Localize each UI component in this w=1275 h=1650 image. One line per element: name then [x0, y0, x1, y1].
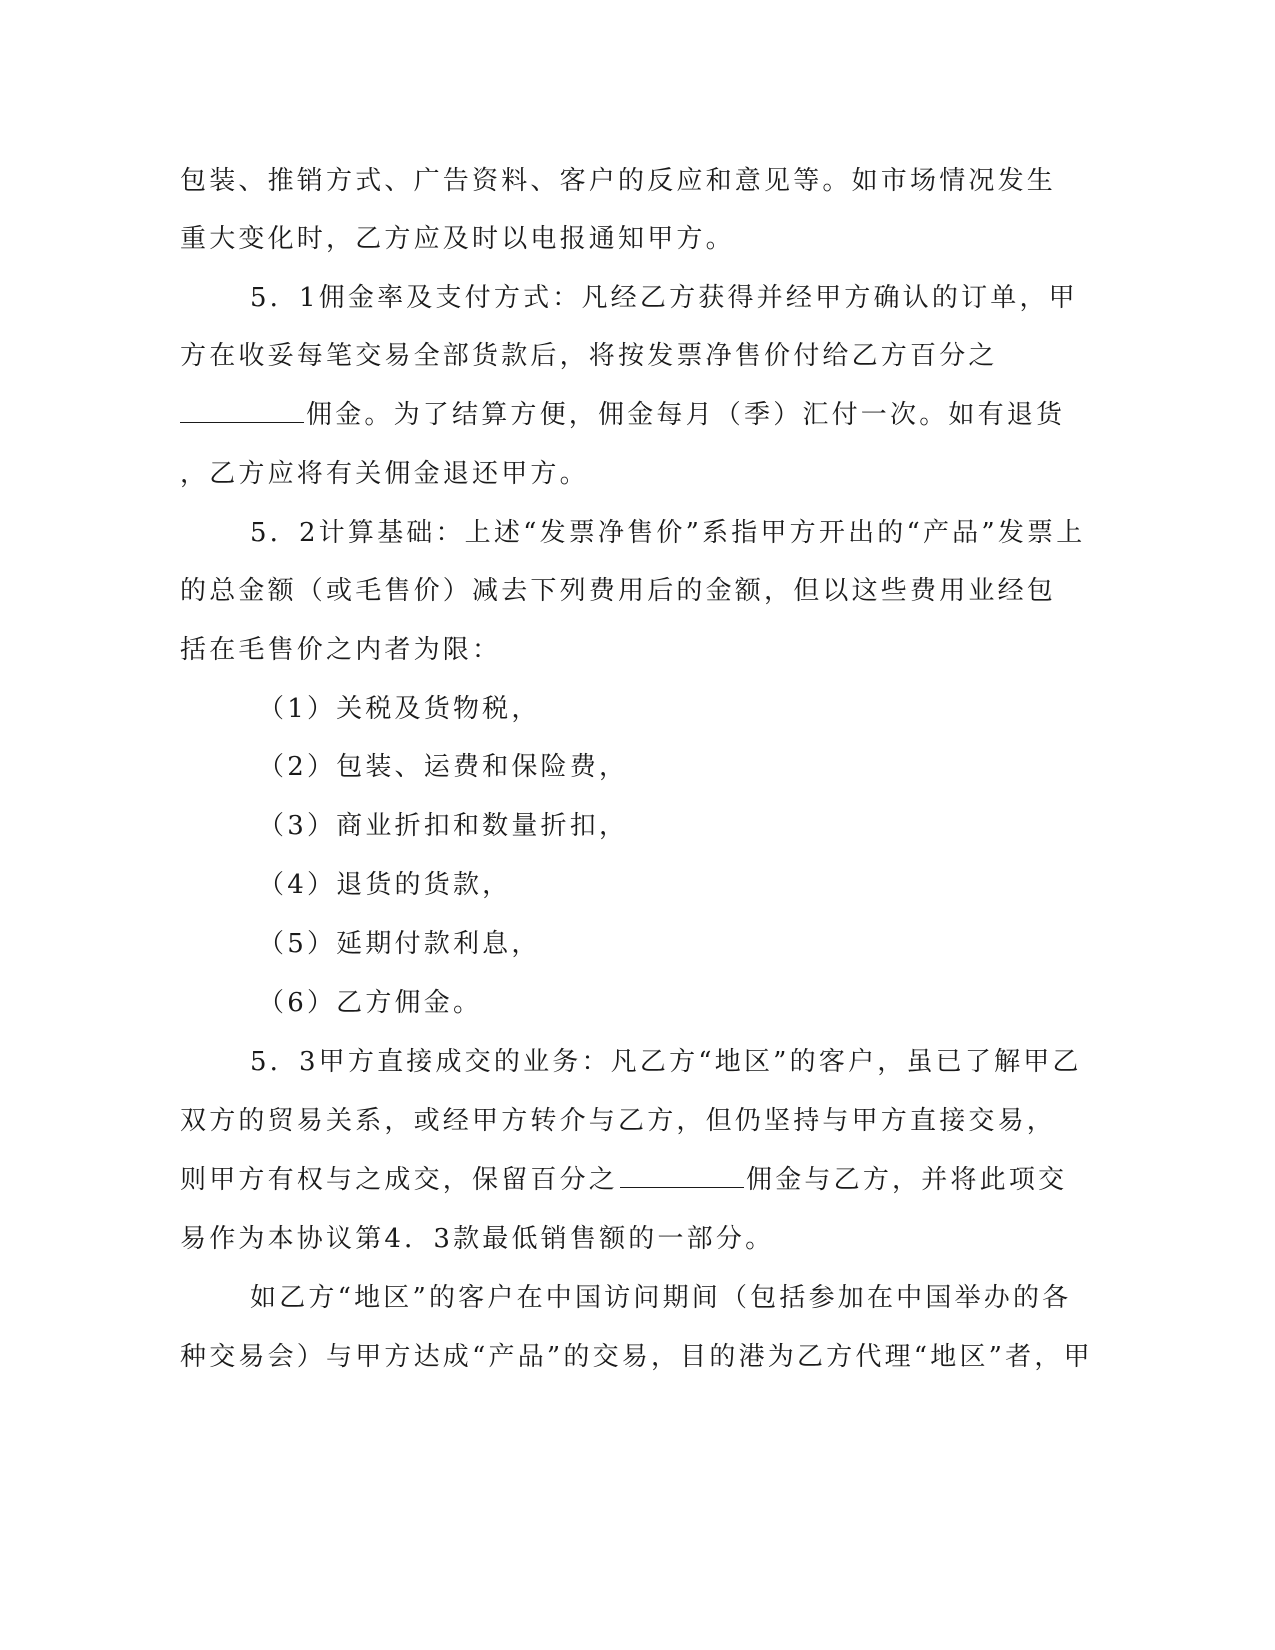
clause-5-1-heading-line: 5．1佣金率及支付方式：凡经乙方获得并经甲方确认的订单，甲	[250, 283, 1078, 313]
retained-commission-blank	[620, 1165, 744, 1188]
paragraph-line: 方在收妥每笔交易全部货款后，将按发票净售价付给乙方百分之	[180, 341, 998, 371]
paragraph-line-with-blank	[180, 1163, 1067, 1197]
clause-5-2-heading-line: 5．2计算基础：上述“发票净售价”系指甲方开出的“产品”发票上	[250, 518, 1086, 548]
line-text-after-blank: 佣金与乙方，并将此项交	[746, 1165, 1068, 1195]
list-item-1: （1）关税及货物税，	[258, 694, 541, 724]
paragraph-line: 的总金额（或毛售价）减去下列费用后的金额，但以这些费用业经包	[180, 576, 1057, 606]
paragraph-line: 种交易会）与甲方达成“产品”的交易，目的港为乙方代理“地区”者，甲	[180, 1342, 1093, 1372]
line-text-after-blank: 佣金。为了结算方便，佣金每月（季）汇付一次。如有退货	[306, 400, 1066, 430]
list-item-2: （2）包装、运费和保险费，	[258, 752, 629, 782]
list-item-3: （3）商业折扣和数量折扣，	[258, 811, 629, 841]
paragraph-line: 易作为本协议第4．3款最低销售额的一部分。	[180, 1224, 775, 1254]
list-item-4: （4）退货的货款，	[258, 870, 512, 900]
paragraph-first-line: 如乙方“地区”的客户在中国访问期间（包括参加在中国举办的各	[250, 1283, 1072, 1313]
paragraph-line-with-blank	[180, 398, 1065, 432]
paragraph-line: 括在毛售价之内者为限：	[180, 635, 502, 665]
list-item-5: （5）延期付款利息，	[258, 929, 541, 959]
list-item-6: （6）乙方佣金。	[258, 988, 483, 1018]
paragraph-line: ，乙方应将有关佣金退还甲方。	[180, 459, 589, 489]
clause-5-3-heading-line: 5．3甲方直接成交的业务：凡乙方“地区”的客户，虽已了解甲乙	[250, 1047, 1082, 1077]
paragraph-line: 包装、推销方式、广告资料、客户的反应和意见等。如市场情况发生	[180, 166, 1057, 196]
paragraph-line: 双方的贸易关系，或经甲方转介与乙方，但仍坚持与甲方直接交易，	[180, 1106, 1057, 1136]
paragraph-line: 重大变化时，乙方应及时以电报通知甲方。	[180, 224, 735, 254]
line-text-before-blank: 则甲方有权与之成交，保留百分之	[180, 1165, 619, 1195]
commission-rate-blank	[180, 400, 304, 423]
